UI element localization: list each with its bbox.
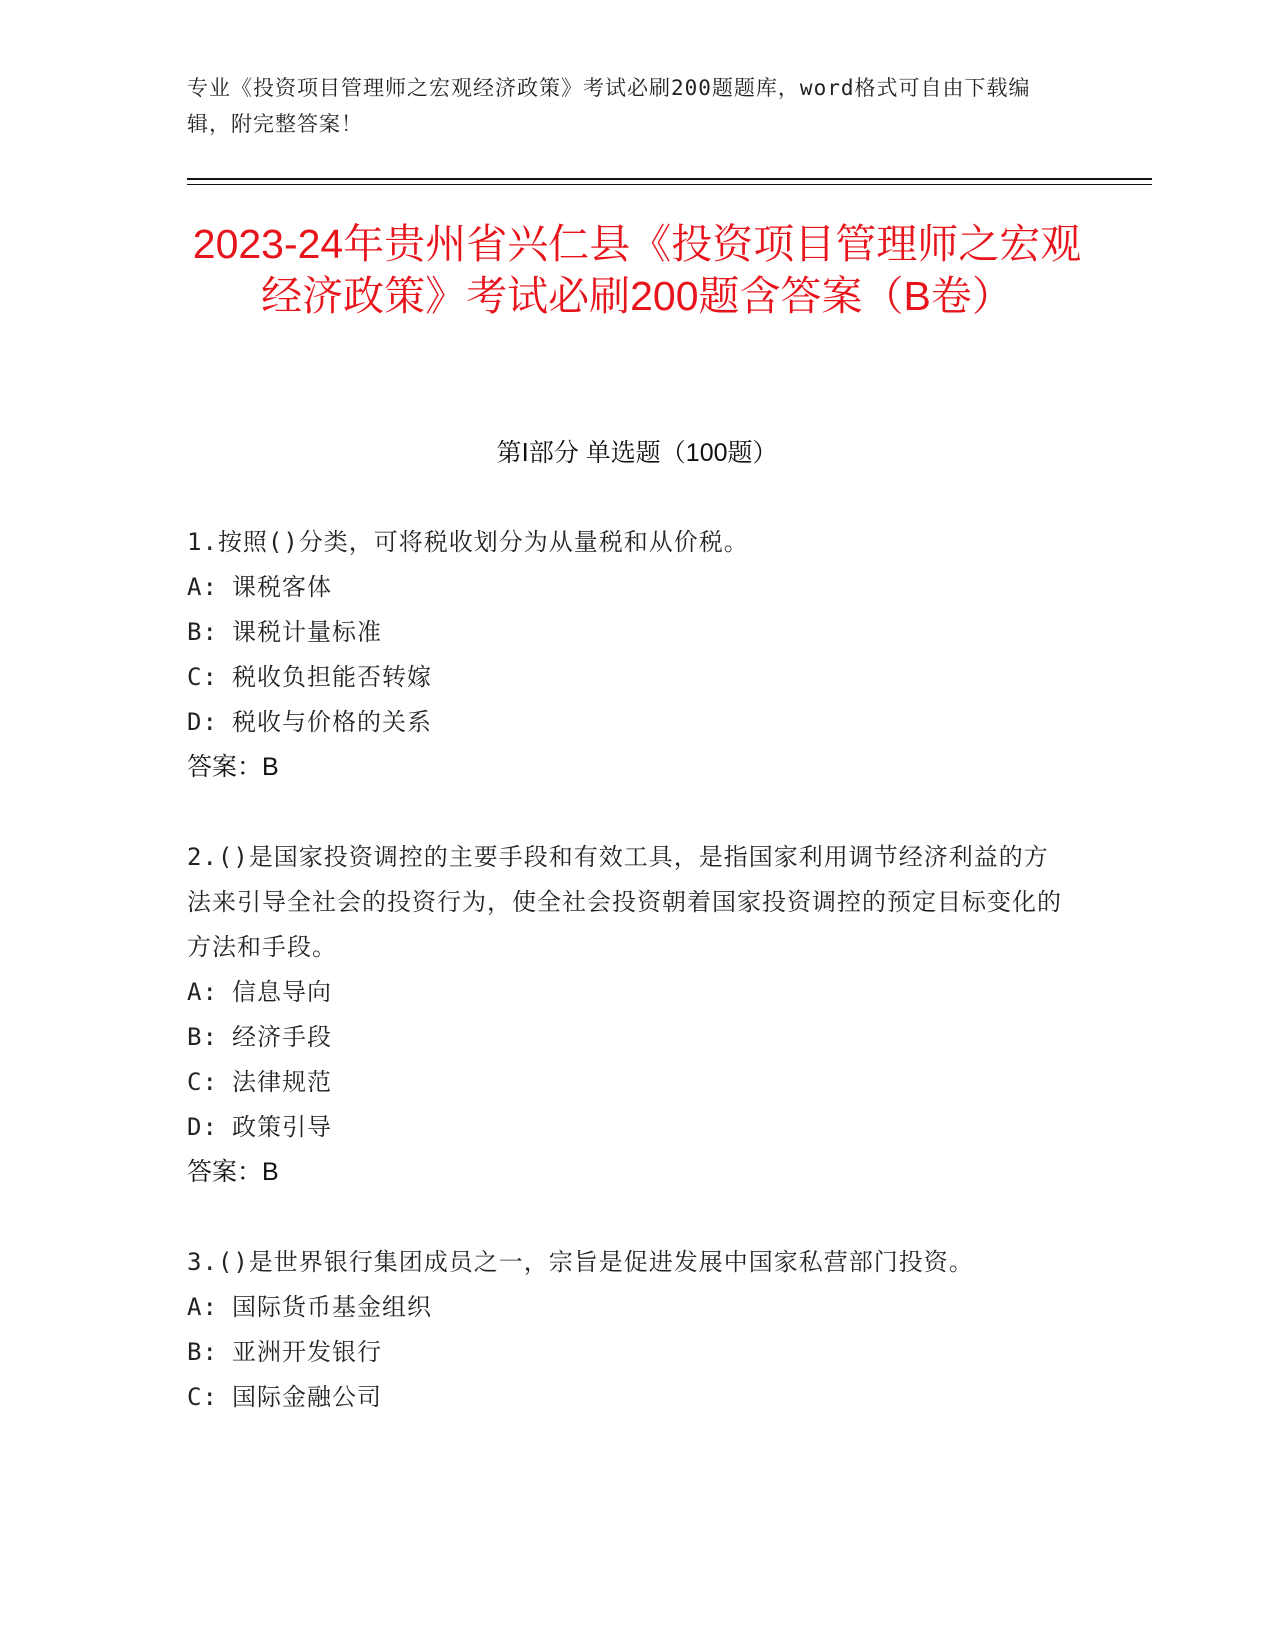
option-text: 课税计量标准 — [232, 618, 382, 646]
question-list — [187, 520, 1067, 1465]
option-letter: A: — [187, 978, 218, 1006]
header-divider — [187, 178, 1152, 180]
question-stem: 1.按照()分类，可将税收划分为从量税和从价税。 — [187, 528, 749, 556]
option-b — [187, 1330, 1067, 1375]
option-letter: C: — [187, 1383, 218, 1411]
question-2 — [187, 835, 1067, 1195]
option-a — [187, 970, 1067, 1015]
option-letter: A: — [187, 573, 218, 601]
option-letter: D: — [187, 1113, 218, 1141]
option-c — [187, 655, 1067, 700]
question-3 — [187, 1240, 1067, 1420]
document-title: 2023-24年贵州省兴仁县《投资项目管理师之宏观经济政策》考试必刷200题含答案（B卷） — [192, 221, 1082, 319]
answer: 答案：B — [187, 753, 279, 781]
option-b — [187, 610, 1067, 655]
option-d — [187, 1105, 1067, 1150]
question-stem: 2.()是国家投资调控的主要手段和有效工具，是指国家利用调节经济利益的方法来引导全社会的投资行为，使全社会投资朝着国家投资调控的预定目标变化的方法和手段。 — [187, 843, 1062, 961]
option-text: 法律规范 — [232, 1068, 332, 1096]
option-text: 课税客体 — [232, 573, 332, 601]
option-text: 国际金融公司 — [232, 1383, 382, 1411]
option-letter: C: — [187, 1068, 218, 1096]
option-a — [187, 565, 1067, 610]
option-text: 国际货币基金组织 — [232, 1293, 432, 1321]
option-b — [187, 1015, 1067, 1060]
header-note: 专业《投资项目管理师之宏观经济政策》考试必刷200题题库，word格式可自由下载编辑，附完整答案！ — [187, 76, 1031, 136]
option-d — [187, 700, 1067, 745]
option-text: 税收负担能否转嫁 — [232, 663, 432, 691]
answer: 答案：B — [187, 1158, 279, 1186]
option-letter: C: — [187, 663, 218, 691]
option-letter: B: — [187, 1023, 218, 1051]
option-letter: D: — [187, 708, 218, 736]
option-text: 政策引导 — [232, 1113, 332, 1141]
option-text: 信息导向 — [232, 978, 332, 1006]
option-a — [187, 1285, 1067, 1330]
header-divider-thin — [187, 184, 1152, 185]
option-text: 经济手段 — [232, 1023, 332, 1051]
option-letter: A: — [187, 1293, 218, 1321]
option-c — [187, 1060, 1067, 1105]
option-text: 税收与价格的关系 — [232, 708, 432, 736]
option-letter: B: — [187, 1338, 218, 1366]
question-1 — [187, 520, 1067, 790]
section-title: 第Ⅰ部分 单选题（100题） — [496, 439, 778, 467]
option-letter: B: — [187, 618, 218, 646]
option-c — [187, 1375, 1067, 1420]
option-text: 亚洲开发银行 — [232, 1338, 382, 1366]
question-stem: 3.()是世界银行集团成员之一，宗旨是促进发展中国家私营部门投资。 — [187, 1248, 974, 1276]
